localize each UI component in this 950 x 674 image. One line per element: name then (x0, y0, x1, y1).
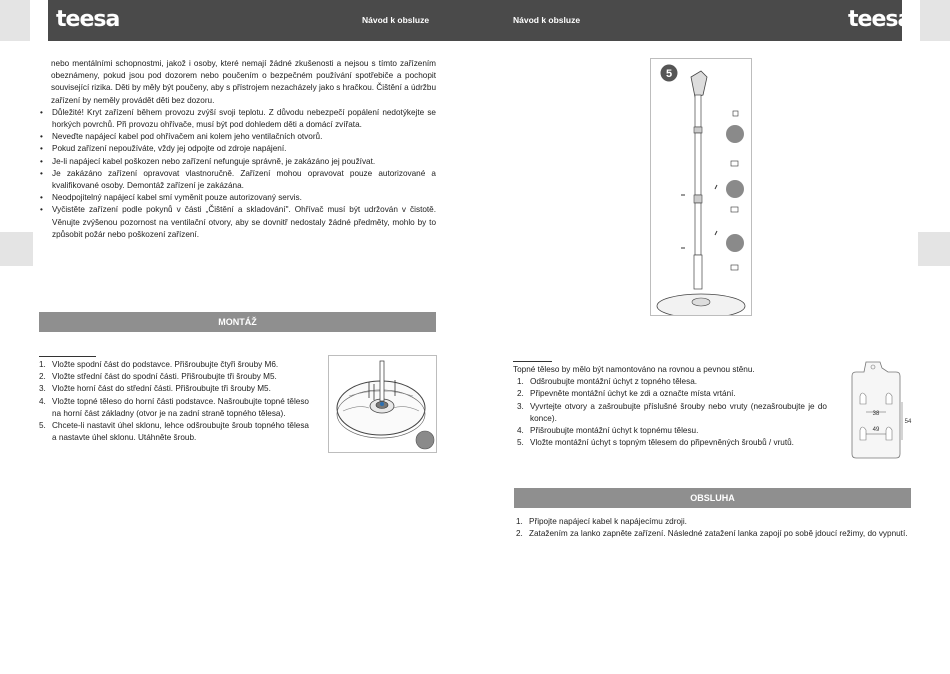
list-item: 2. Vložte střední část do spodní části. Přišroubujte tři šrouby M5. (39, 372, 277, 382)
step-number-badge: 5 (665, 68, 673, 80)
list-item: 2. Zatažením za lanko zapněte zařízení. Následné zatažení lanka zapojí po sobě jdoucí režimy, do vypnutí. (516, 529, 908, 539)
corner-tab-top-right (920, 0, 950, 41)
safety-text (39, 58, 436, 241)
section-title-operation: OBSLUHA (514, 488, 911, 508)
dimension-label: 54 (904, 419, 912, 425)
stand-assembly-figure (650, 58, 752, 316)
list-item: 4. Vložte topné těleso do horní části podstavce. Našroubujte topné těleso na horní část základny (otvor je na zadní straně topného tělesa). (39, 396, 309, 418)
operation-steps (516, 516, 911, 540)
list-item: 2. Připevněte montážní úchyt ke zdi a označte místa vrtání. (517, 389, 736, 399)
list-item: 4. Přišroubujte montážní úchyt k topnému tělesu. (517, 426, 699, 436)
list-item: • Pokud zařízení nepoužíváte, vždy jej odpojte od zdroje napájení. (39, 143, 436, 155)
wall-bracket-figure (848, 360, 912, 462)
list-item: 1. Odšroubujte montážní úchyt z topného tělesa. (517, 377, 698, 387)
bracket-illustration (848, 360, 912, 462)
list-item: • Důležité! Kryt zařízení během provozu zvýší svoji teplotu. Z důvodu nebezpečí popálení nedotýkejte se horkých povrchů. Při provozu ohřívače, musí být pod dohledem děti a domácí zvířata. (39, 107, 436, 131)
base-assembly-figure (328, 355, 437, 453)
list-item: • Neveďte napájecí kabel pod ohřívačem ani kolem jeho ventilačních otvorů. (39, 131, 436, 143)
list-item: • Je zakázáno zařízení opravovat vlastnoručně. Zařízení mohou opravovat pouze autorizované a kvalifikované osoby. Demontáž zařízení je zakázána. (39, 168, 436, 192)
dimension-label: 38 (872, 411, 880, 417)
divider (39, 356, 96, 357)
brand-logo-right: teesa (848, 7, 912, 32)
header-title-right: Návod k obsluze (513, 15, 581, 25)
list-item: 1. Vložte spodní část do podstavce. Přišroubujte čtyři šrouby M6. (39, 360, 279, 369)
wall-mount-text (513, 364, 827, 449)
list-item: 3. Vyvrtejte otvory a zašroubujte příslušné šrouby nebo vruty (nezašroubujte je do konce). (517, 401, 827, 423)
assembly-steps (39, 359, 309, 444)
list-item: 5. Chcete-li nastavit úhel sklonu, lehce odšroubujte šroub topného tělesa a nastavte úhel sklonu. Utáhněte šroub. (39, 421, 309, 443)
wall-mount-intro: Topné těleso by mělo být namontováno na rovnou a pevnou stěnu. (513, 365, 755, 374)
list-item: • Vyčistěte zařízení podle pokynů v části „Čištění a skladování". Ohřívač musí být udržován v čistotě. Věnujte zvýšenou pozornost na ventilační otvory, aby se dovnitř nedostaly žádné předměty, mohlo by to způsobit požár nebo poškození zařízení. (39, 204, 436, 241)
page-header (48, 0, 912, 41)
list-item: 5. Vložte montážní úchyt s topným tělesem do připevněných šroubů / vrutů. (517, 438, 794, 448)
corner-tab-top-left (0, 0, 30, 41)
list-item: • Neodpojitelný napájecí kabel smí vyměnit pouze autorizovaný servis. (39, 192, 436, 204)
dimension-label: 49 (872, 427, 880, 433)
intro-paragraph: nebo mentálními schopnostmi, jakož i osoby, které nemají žádné zkušenosti a nejsou s tímto zařízením obeznámeny, pokud jsou pod dozorem nebo poučením o bezpečném používání spotřebiče a pochopit související rizika. Děti by měly být poučeny, aby s přístrojem nezacházely jako s hračkou. Čištění a údržbu zařízení by neměly provádět děti bez dozoru. (51, 59, 436, 105)
safety-bullet-list (39, 107, 436, 241)
divider (513, 361, 552, 362)
base-illustration (329, 356, 436, 452)
side-tab-right (918, 232, 950, 266)
side-tab-left (0, 232, 33, 266)
brand-logo-left: teesa (56, 7, 120, 32)
section-title-assembly: MONTÁŽ (39, 312, 436, 332)
stand-illustration (651, 59, 751, 315)
list-item: 3. Vložte horní část do střední části. Přišroubujte tři šrouby M5. (39, 384, 271, 394)
header-title-left: Návod k obsluze (362, 15, 430, 25)
list-item: 1. Připojte napájecí kabel k napájecímu zdroji. (516, 517, 687, 526)
list-item: • Je-li napájecí kabel poškozen nebo zařízení nefunguje správně, je zakázáno jej používat. (39, 156, 436, 168)
